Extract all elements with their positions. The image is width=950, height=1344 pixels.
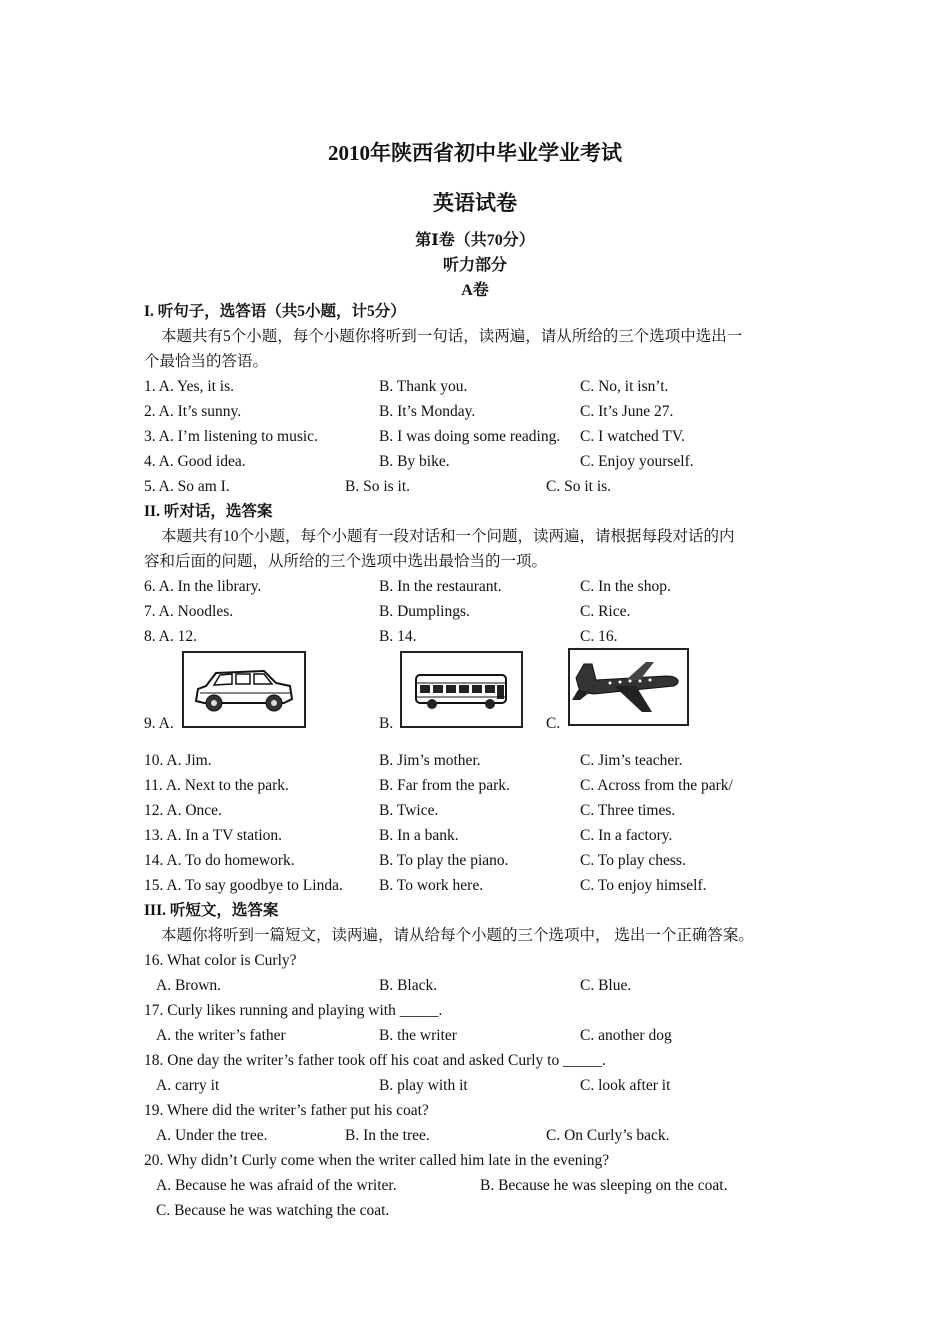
- option-b: B. Twice.: [379, 802, 439, 819]
- option-a: A. Brown.: [156, 977, 222, 994]
- option-b: B. In the restaurant.: [379, 578, 502, 595]
- option-c: C. Across from the park/: [580, 777, 733, 794]
- option-b: B. the writer: [379, 1027, 457, 1044]
- option-b: B.: [379, 715, 394, 732]
- option-a: 15. A. To say goodbye to Linda.: [144, 877, 343, 894]
- section1-instruction-cont: 个最恰当的答语。: [144, 353, 269, 370]
- option-a: 10. A. Jim.: [144, 752, 212, 769]
- section1-heading: I. 听句子，选答语（共5小题，计5分）: [144, 303, 406, 320]
- option-b: B. Thank you.: [379, 378, 468, 395]
- option-a: 13. A. In a TV station.: [144, 827, 283, 844]
- option-b: B. Far from the park.: [379, 777, 510, 794]
- option-b: B. 14.: [379, 628, 417, 645]
- option-b: B. So is it.: [345, 478, 411, 495]
- option-a: 5. A. So am I.: [144, 478, 230, 495]
- option-c: C. On Curly’s back.: [546, 1127, 670, 1144]
- option-a: A. Because he was afraid of the writer.: [156, 1177, 397, 1194]
- section3-heading: III. 听短文，选答案: [144, 902, 279, 919]
- option-c: C. look after it: [580, 1077, 671, 1094]
- option-c: C. To play chess.: [580, 852, 686, 869]
- option-c: C. No, it isn’t.: [580, 378, 669, 395]
- airplane-icon: [568, 648, 689, 726]
- option-b: B. Dumplings.: [379, 603, 470, 620]
- exam-title: 2010年陕西省初中毕业学业考试: [328, 141, 622, 165]
- exam-subtitle: 英语试卷: [433, 191, 517, 215]
- option-b: B. In the tree.: [345, 1127, 430, 1144]
- part-label: 听力部分: [442, 257, 507, 274]
- option-a: 2. A. It’s sunny.: [144, 403, 242, 420]
- paper-label: A卷: [461, 282, 489, 299]
- option-b: B. I was doing some reading.: [379, 428, 561, 445]
- section3-instruction: 本题你将听到一篇短文，读两遍，请从给每个小题的三个选项中， 选出一个正确答案。: [161, 927, 754, 944]
- option-b: B. Jim’s mother.: [379, 752, 481, 769]
- option-c: C. Because he was watching the coat.: [156, 1202, 390, 1219]
- option-a: 11. A. Next to the park.: [144, 777, 289, 794]
- option-a: 9. A.: [144, 715, 174, 732]
- option-b: B. To play the piano.: [379, 852, 509, 869]
- option-a: A. Under the tree.: [156, 1127, 268, 1144]
- option-b: B. play with it: [379, 1077, 468, 1094]
- option-a: 1. A. Yes, it is.: [144, 378, 235, 395]
- option-c: C. I watched TV.: [580, 428, 685, 445]
- question-stem: 20. Why didn’t Curly come when the writer called him late in the evening?: [144, 1152, 610, 1169]
- option-c: C. To enjoy himself.: [580, 877, 707, 894]
- volume-label: 第Ⅰ卷（共70分）: [415, 232, 535, 249]
- car-icon: [182, 651, 306, 728]
- section2-instruction: 本题共有10个小题，每个小题有一段对话和一个问题，读两遍，请根据每段对话的内: [161, 528, 735, 545]
- option-c: C.: [546, 715, 561, 732]
- option-a: 14. A. To do homework.: [144, 852, 295, 869]
- option-b: B. In a bank.: [379, 827, 459, 844]
- option-c: C. In a factory.: [580, 827, 673, 844]
- option-a: 8. A. 12.: [144, 628, 197, 645]
- option-a: 6. A. In the library.: [144, 578, 262, 595]
- question-stem: 19. Where did the writer’s father put his coat?: [144, 1102, 429, 1119]
- question-stem: 17. Curly likes running and playing with _____.: [144, 1002, 443, 1019]
- option-c: C. Rice.: [580, 603, 631, 620]
- option-a: A. carry it: [156, 1077, 220, 1094]
- option-c: C. Three times.: [580, 802, 676, 819]
- section2-instruction-cont: 容和后面的问题，从所给的三个选项中选出最恰当的一项。: [144, 553, 548, 570]
- option-c: C. Blue.: [580, 977, 632, 994]
- section1-instruction: 本题共有5个小题，每个小题你将听到一句话，读两遍，请从所给的三个选项中选出一: [161, 328, 743, 345]
- option-c: C. In the shop.: [580, 578, 671, 595]
- option-c: C. So it is.: [546, 478, 612, 495]
- option-a: 4. A. Good idea.: [144, 453, 246, 470]
- option-c: C. another dog: [580, 1027, 672, 1044]
- option-c: C. Jim’s teacher.: [580, 752, 683, 769]
- option-b: B. Black.: [379, 977, 438, 994]
- bus-icon: [400, 651, 523, 728]
- question-stem: 16. What color is Curly?: [144, 952, 297, 969]
- option-c: C. 16.: [580, 628, 618, 645]
- question-stem: 18. One day the writer’s father took off his coat and asked Curly to _____.: [144, 1052, 606, 1069]
- option-a: 7. A. Noodles.: [144, 603, 234, 620]
- section2-heading: II. 听对话，选答案: [144, 503, 273, 520]
- option-a: A. the writer’s father: [156, 1027, 286, 1044]
- option-b: B. It’s Monday.: [379, 403, 476, 420]
- option-a: 3. A. I’m listening to music.: [144, 428, 318, 445]
- option-b: B. To work here.: [379, 877, 484, 894]
- option-b: B. Because he was sleeping on the coat.: [480, 1177, 728, 1194]
- option-b: B. By bike.: [379, 453, 450, 470]
- option-a: 12. A. Once.: [144, 802, 222, 819]
- option-c: C. Enjoy yourself.: [580, 453, 694, 470]
- option-c: C. It’s June 27.: [580, 403, 674, 420]
